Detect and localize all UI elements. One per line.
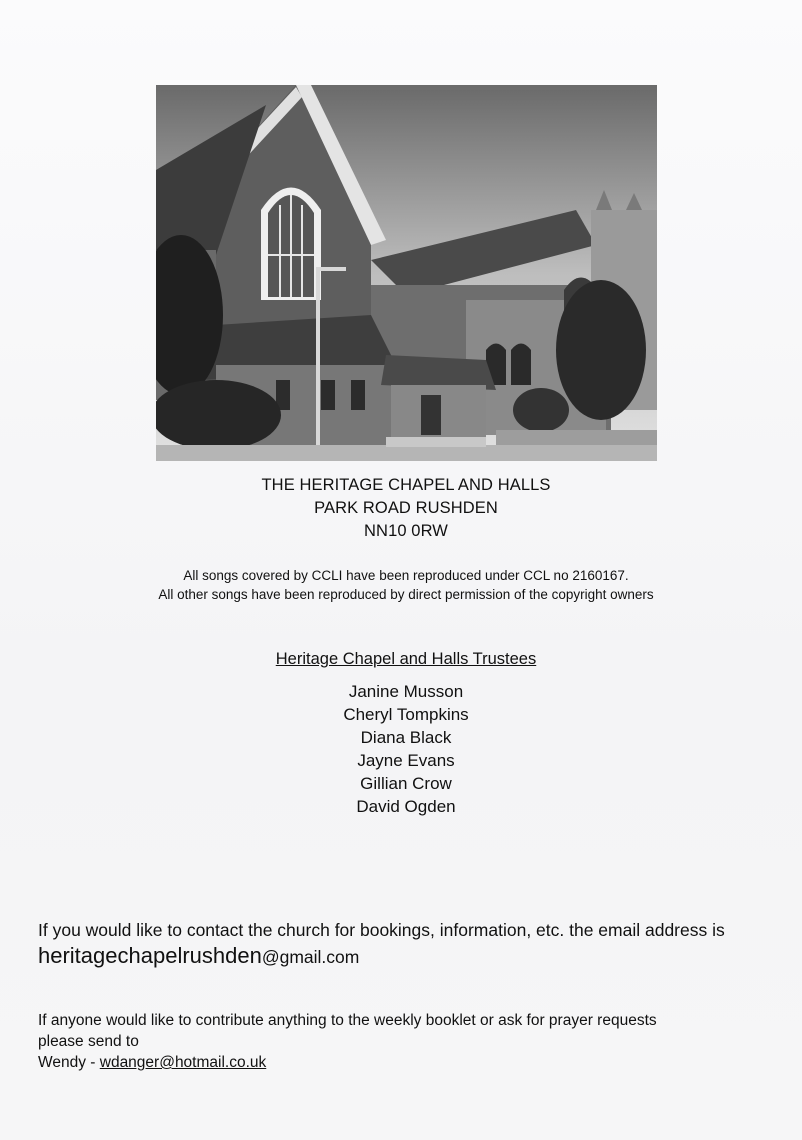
church-photo [156,85,657,461]
postcode: NN10 0RW [364,522,448,540]
trustee-name: Gillian Crow [360,774,452,793]
trustee-name: Cheryl Tompkins [343,705,469,724]
contribute-paragraph [38,1010,788,1073]
address-line-1: THE HERITAGE CHAPEL AND HALLS [261,476,551,494]
church-email-domain[interactable]: @gmail.com [261,947,360,967]
trustee-name: David Ogden [356,797,456,816]
church-email-user[interactable]: heritagechapelrushden [38,943,262,968]
trustee-name: Diana Black [360,728,452,747]
contact-name: Wendy - [38,1054,100,1071]
contact-paragraph [38,917,778,970]
contact-text: If you would like to contact the church for bookings, information, etc. the email address is [38,920,725,940]
trustee-name: Janine Musson [348,682,464,701]
address-line-2: PARK ROAD RUSHDEN [314,499,498,517]
trustees-list [0,680,802,818]
ccli-licence-line: All songs covered by CCLI have been reproduced under CCL no 2160167. [183,568,629,583]
wendy-email-link[interactable]: wdanger@hotmail.co.uk [99,1054,267,1071]
trustees-heading: Heritage Chapel and Halls Trustees [275,650,537,668]
contribute-text: If anyone would like to contribute anything to the weekly booklet or ask for prayer requests [38,1012,657,1029]
copyright-permission-line: All other songs have been reproduced by direct permission of the copyright owners [158,587,654,602]
trustee-name: Jayne Evans [357,751,455,770]
contribute-send-to: please send to [38,1033,139,1050]
contribute-contact [38,1052,788,1073]
